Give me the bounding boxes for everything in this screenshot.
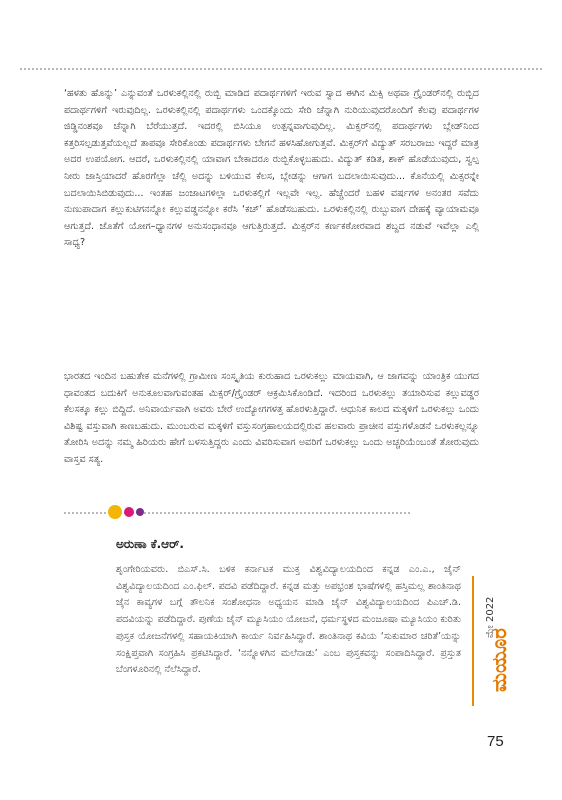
decor-dot-purple [136, 508, 144, 516]
article-paragraph-2: ಭಾರತದ ಇಂದಿನ ಬಹುತೇಕ ಮನೆಗಳಲ್ಲಿ ಗ್ರಾಮೀಣ ಸಂಸ್ಕೃತಿಯ ಕುರುಹಾದ ಒರಳುಕಲ್ಲು ಮಾಯವಾಗಿ, ಆ ಜಾಗವನ್ನು ಯಾಂತ್ರಿಕ ಯುಗದ ಧಾವಂತದ ಬದುಕಿಗೆ ಅನುಕೂಲವಾಗುವಂತಹ ಮಿಕ್ಸರ್/ಗ್ರೈಂಡರ್ ಆಕ್ರಮಿಸಿಕೊಂಡಿದೆ. ಇದರಿಂದ ಒರಳುಕಲ್ಲು ತಯಾರಿಸುವ ಕಲ್ಲುವಡ್ಡರ ಕೆಲಸಕ್ಕೂ ಕಲ್ಲು ಬಿದ್ದಿದೆ. ಅನಿವಾರ್ಯವಾಗಿ ಅವರು ಬೇರೆ ಉದ್ಯೋಗಗಳತ್ತ ಹೊರಳುತ್ತಿದ್ದಾರೆ. ಆಧುನಿಕ ಕಾಲದ ಮಕ್ಕಳಿಗೆ ಒರಳುಕಲ್ಲು ಒಂದು ವಿಶಿಷ್ಟ ವಸ್ತುವಾಗಿ ಕಾಣಬಹುದು. ಮುಂಬರುವ ಮಕ್ಕಳಿಗೆ ವಸ್ತುಸಂಗ್ರಹಾಲಯದಲ್ಲಿರುವ ಹಲವಾರು ಪ್ರಾಚೀನ ವಸ್ತುಗಳೊಡನೆ ಒರಳುಕಲ್ಲನ್ನೂ ತೋರಿಸಿ ಅದನ್ನು ನಮ್ಮ ಹಿರಿಯರು ಹೇಗೆ ಬಳಸುತ್ತಿದ್ದರು ಎಂದು ವಿವರಿಸುವಾಗ ಅವರಿಗೆ ಒರಳುಕಲ್ಲು ಒಂದು ಅಚ್ಚರಿಯೆಂಬಂತೆ ತೋರುವುದು ವಾಸ್ತವ ಸತ್ಯ. [64, 371, 479, 465]
author-bio: ಶೃಂಗೇರಿಯವರು. ಬಿಎಸ್.ಸಿ. ಬಳಿಕ ಕರ್ನಾಟಕ ಮುಕ್ತ ವಿಶ್ವವಿದ್ಯಾಲಯದಿಂದ ಕನ್ನಡ ಎಂ.ಎ., ಜೈನ್ ವಿಶ್ವವಿದ್ಯಾಲಯದಿಂದ ಎಂ.ಫಿಲ್. ಪದವಿ ಪಡೆದಿದ್ದಾರೆ. ಕನ್ನಡ ಮತ್ತು ಅಪಭ್ರಂಶ ಭಾಷೆಗಳಲ್ಲಿ ಹಸ್ತಿಮಲ್ಲ ಶಾಂತಿನಾಥ ಜೈನ ಕಾವ್ಯಗಳ ಬಗ್ಗೆ ತೌಲನಿಕ ಸಂಶೋಧನಾ ಅಧ್ಯಯನ ಮಾಡಿ ಜೈನ್ ವಿಶ್ವವಿದ್ಯಾಲಯದಿಂದ ಪಿಎಚ್.ಡಿ. ಪದವಿಯನ್ನು ಪಡೆದಿದ್ದಾರೆ. ಪುಣೆಯ ಜೈನ್ ಮ್ಯೂಸಿಯಂ ಯೋಜನೆ, ಧರ್ಮಸ್ಥಳದ ಮಂಜೂಷಾ ಮ್ಯೂಸಿಯಂ ಕುರಿತು ಪುಸ್ತಕ ಯೋಜನೆಗಳಲ್ಲಿ ಸಹಾಯಕಿಯಾಗಿ ಕಾರ್ಯ ನಿರ್ವಹಿಸಿದ್ದಾರೆ. ಶಾಂತಿನಾಥ ಕವಿಯ ‘ಸುಕುಮಾರ ಚರಿತೆ’ಯನ್ನು ಸಂಕ್ಷಿಪ್ತವಾಗಿ ಸಂಗ್ರಹಿಸಿ ಪ್ರಕಟಿಸಿದ್ದಾರೆ. ‘ನನ್ನೊಳಗಿನ ಮಲೆನಾಡು’ ಎಂಬ ಪುಸ್ತಕವನ್ನು ಸಂಪಾದಿಸಿದ್ದಾರೆ. ಪ್ರಸ್ತುತ ಬೆಂಗಳೂರಿನಲ್ಲಿ ನೆಲೆಸಿದ್ದಾರೆ. [116, 564, 461, 676]
magazine-logo: ಮಯೂರ [487, 628, 511, 692]
article-paragraph-1: ‘ಹಳತು ಹೊನ್ನು’ ಎನ್ನುವಂತೆ ಒರಳುಕಲ್ಲಿನಲ್ಲಿ ರುಬ್ಬಿ ಮಾಡಿದ ಪದಾರ್ಥಗಳಿಗೆ ಇರುವ ಸ್ವಾದ ಈಗಿನ ಮಿಕ್ಸಿ ಅಥವಾ ಗ್ರೈಂಡರ್‌ನಲ್ಲಿ ರುಬ್ಬಿದ ಪದಾರ್ಥಗಳಿಗೆ ಇರುವುದಿಲ್ಲ. ಒರಳುಕಲ್ಲಿನಲ್ಲಿ ಪದಾರ್ಥಗಳು ಒಂದಕ್ಕೊಂದು ಸೇರಿ ಚೆನ್ನಾಗಿ ನುರಿಯುವುದರೊಂದಿಗೆ ಕೆಲವು ಪದಾರ್ಥಗಳ ಜಿಡ್ಡಿನಂಶವೂ ಚೆನ್ನಾಗಿ ಬೆರೆಯುತ್ತದೆ. ಇದರಲ್ಲಿ ಬಿಸಿಯೂ ಉತ್ಪನ್ನವಾಗುವುದಿಲ್ಲ. ಮಿಕ್ಸರ್‌ನಲ್ಲಿ ಪದಾರ್ಥಗಳು ಬ್ಲೇಡ್‌ನಿಂದ ಕತ್ತರಿಸಲ್ಪಡುತ್ತವೆಯಲ್ಲದೆ ತಾಪವೂ ಸೇರಿಕೊಂಡು ಪದಾರ್ಥಗಳು ಬೇಗನೆ ಹಳಸಿಹೋಗುತ್ತವೆ. ಮಿಕ್ಸರ್‌ಗೆ ವಿದ್ಯುತ್ ಸರಬರಾಜು ಇದ್ದರೆ ಮಾತ್ರ ಅದರ ಉಪಯೋಗ. ಆದರೆ, ಒರಳುಕಲ್ಲಿನಲ್ಲಿ ಯಾವಾಗ ಬೇಕಾದರೂ ರುಬ್ಬಿಕೊಳ್ಳಬಹುದು. ವಿದ್ಯುತ್ ಕಡಿತ, ಶಾಕ್ ಹೊಡೆಯುವುದು, ಸ್ವಲ್ಪ ನೀರು ಜಾಸ್ತಿಯಾದರೆ ಹೊರಗೆಲ್ಲಾ ಚೆಲ್ಲಿ ಅದನ್ನು ಬಳಿಯುವ ಕೆಲಸ, ಬ್ಲೇಡನ್ನು ಆಗಾಗ ಬದಲಾಯಿಸುವುದು... ಕೊನೆಯಲ್ಲಿ ಮಿಕ್ಸರನ್ನೇ ಬದಲಾಯಿಸಿಬಿಡುವುದು... ಇಂತಹ ಜಂಜಾಟಗಳಿಲ್ಲಾ ಒರಳುಕಲ್ಲಿಗೆ ಇಲ್ಲವೇ ಇಲ್ಲ. ಹೆಚ್ಚೆಂದರೆ ಬಹಳ ವರ್ಷಗಳ ಅನಂತರ ಸವೆದು ನುಣುಪಾದಾಗ ಕಲ್ಲುಕುಟಿಗನನ್ನೋ ಕಲ್ಲುವಡ್ಡನನ್ನೋ ಕರೆಸಿ ‘ಕಚ್’ ಹೊಡೆಸಬಹುದು. ಒರಳುಕಲ್ಲಿನಲ್ಲಿ ರುಬ್ಬುವಾಗ ದೇಹಕ್ಕೆ ವ್ಯಾಯಾಮವೂ ಆಗುತ್ತದೆ. ಜೊತೆಗೆ ಯೋಗ–ಧ್ಯಾನಗಳ ಅನುಸಂಧಾನವೂ ಆಗುತ್ತಿರುತ್ತದೆ. ಮಿಕ್ಸರ್‌ನ ಕರ್ಣಕಠೋರವಾದ ಶಬ್ದದ ನಡುವೆ ಇವೆಲ್ಲಾ ಎಲ್ಲಿ ಸಾಧ್ಯ? [64, 88, 479, 249]
decor-dot-yellow [108, 505, 122, 519]
decor-dot-pink [124, 507, 134, 517]
page-number: 75 [487, 733, 504, 750]
author-name: ಅರುಣಾ ಕೆ.ಆರ್. [116, 537, 184, 551]
top-dotted-rule [20, 68, 542, 70]
sidebar-accent-line [472, 576, 474, 706]
issue-date: ಮೇ 2022 [485, 596, 496, 638]
